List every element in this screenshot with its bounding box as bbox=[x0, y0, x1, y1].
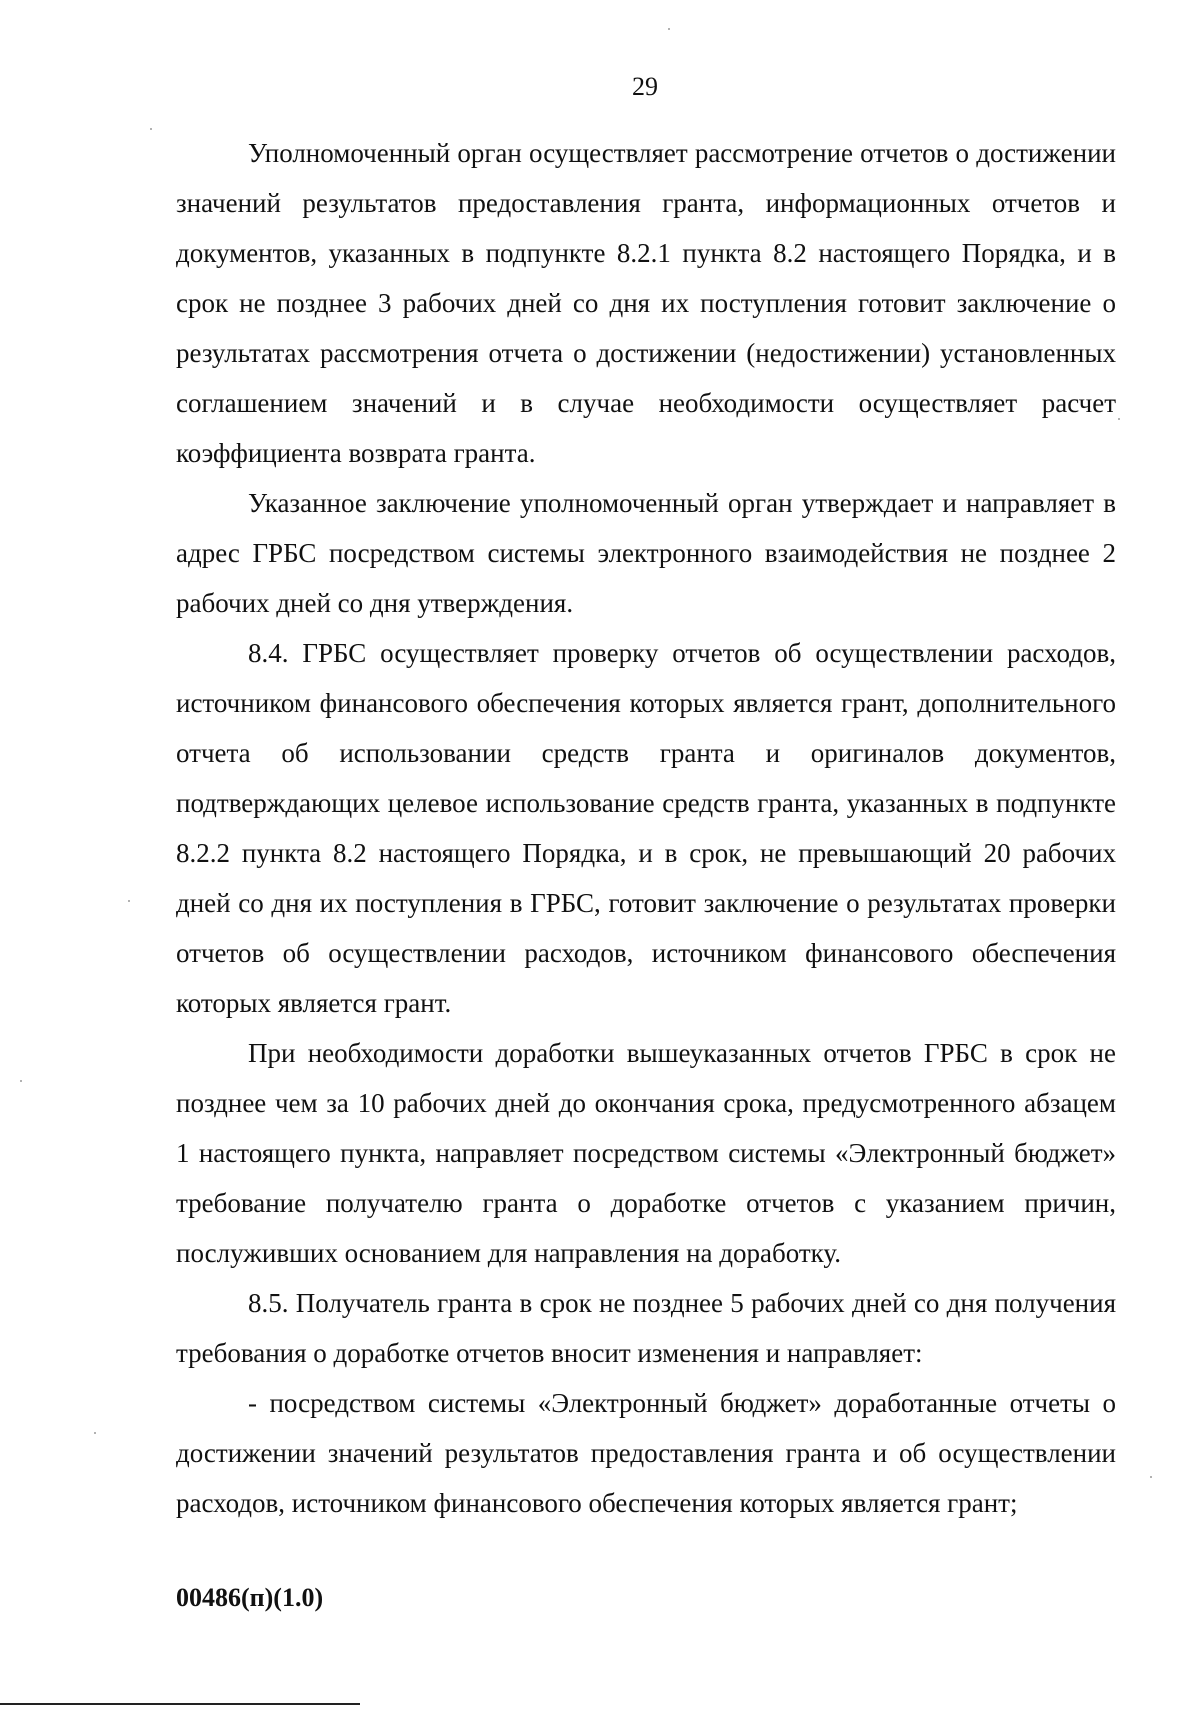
scan-speck bbox=[1150, 1476, 1152, 1478]
paragraph-8-4: 8.4. ГРБС осуществляет проверку отчетов об осуществлении расходов, источником финансового обеспечения которых является грант, дополнительного отчета об использовании средств гранта и оригиналов документов, подтверждающих целевое использование средств гранта, указанных в подпункте 8.2.2 пункта 8.2 настоящего Порядка, и в срок, не превышающий 20 рабочих дней со дня их поступления в ГРБС, готовит заключение о результатах проверки отчетов об осуществлении расходов, источником финансового обеспечения которых является грант. bbox=[176, 638, 1116, 1018]
document-code: 00486(п)(1.0) bbox=[176, 1583, 324, 1612]
page-number: 29 bbox=[632, 72, 658, 101]
paragraph-revision-request: При необходимости доработки вышеуказанных отчетов ГРБС в срок не позднее чем за 10 рабочих дней до окончания срока, предусмотренного абзацем 1 настоящего пункта, направляет посредством системы «Электронный бюджет» требование получателю гранта о доработке отчетов с указанием причин, послуживших основанием для направления на доработку. bbox=[176, 1038, 1116, 1268]
paragraph-8-5: 8.5. Получатель гранта в срок не позднее 5 рабочих дней со дня получения требования о доработке отчетов вносит изменения и направляет: bbox=[176, 1288, 1116, 1368]
scan-speck bbox=[150, 128, 152, 130]
scan-speck bbox=[1118, 418, 1120, 420]
scan-speck bbox=[20, 1080, 22, 1082]
paragraph-authorized-body-review: Уполномоченный орган осуществляет рассмотрение отчетов о достижении значений результатов предоставления гранта, информационных отчетов и документов, указанных в подпункте 8.2.1 пункта 8.2 настоящего Порядка, и в срок не позднее 3 рабочих дней со дня их поступления готовит заключение о результатах рассмотрения отчета о достижении (недостижении) установленных соглашением значений и в случае необходимости осуществляет расчет коэффициента возврата гранта. bbox=[176, 138, 1116, 468]
scan-speck bbox=[668, 28, 670, 30]
scan-speck bbox=[128, 900, 130, 902]
paragraph-conclusion-approval: Указанное заключение уполномоченный орган утверждает и направляет в адрес ГРБС посредством системы электронного взаимодействия не позднее 2 рабочих дней со дня утверждения. bbox=[176, 488, 1116, 618]
bottom-scan-line bbox=[0, 1703, 360, 1705]
document-body bbox=[176, 128, 1116, 1528]
paragraph-revised-reports-item: - посредством системы «Электронный бюджет» доработанные отчеты о достижении значений результатов предоставления гранта и об осуществлении расходов, источником финансового обеспечения которых является грант; bbox=[176, 1388, 1116, 1518]
scan-speck bbox=[94, 1432, 96, 1434]
